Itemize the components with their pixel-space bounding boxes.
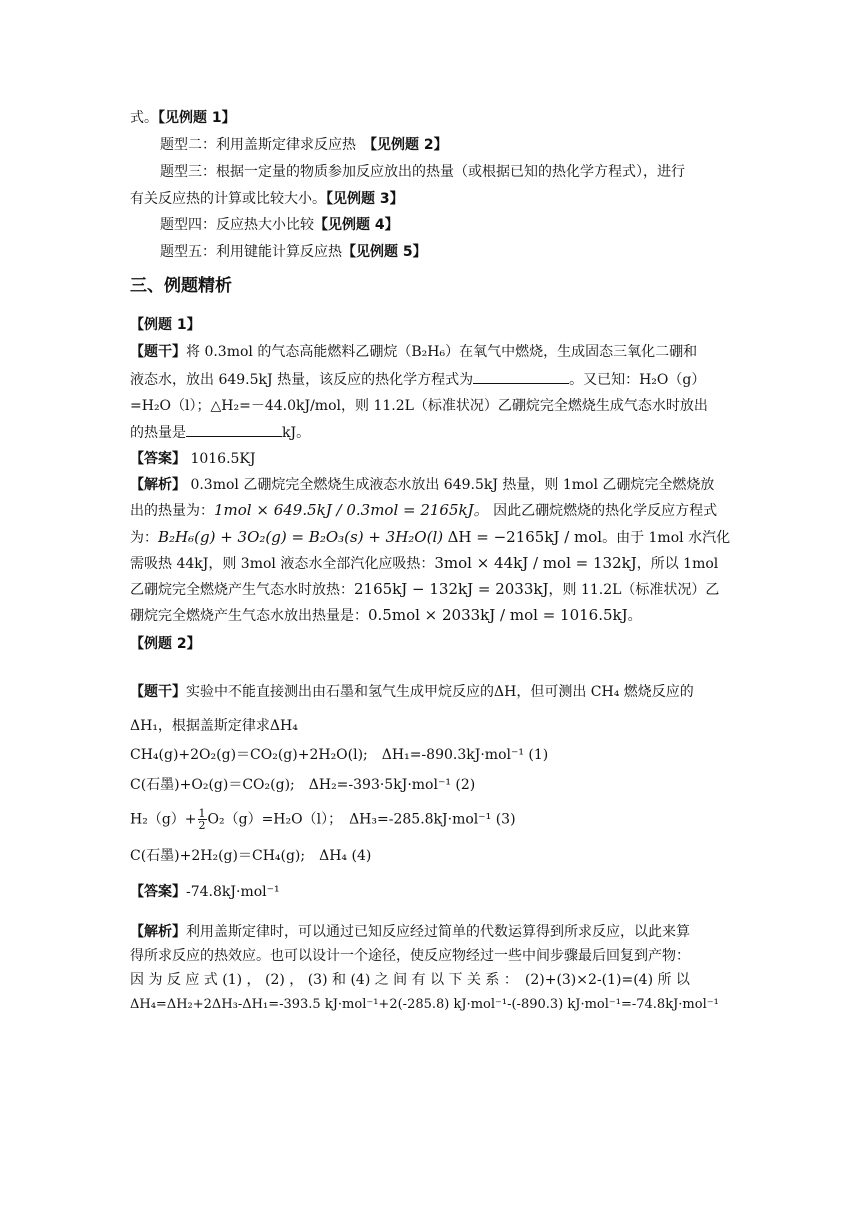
formula: 1mol × 649.5kJ / 0.3mol = 2165kJ。 xyxy=(214,501,489,519)
type-text: 题型三：根据一定量的物质参加反应放出的热量（或根据已知的热化学方程式），进行 xyxy=(160,164,685,180)
analysis-text: 因此乙硼烷燃烧的热化学反应方程式 xyxy=(488,503,718,519)
formula: 3mol × 44kJ / mol = 132kJ xyxy=(434,554,637,572)
answer-label: 【答案】 xyxy=(130,884,186,900)
analysis-label: 【解析】 xyxy=(130,477,186,493)
answer-value: 1016.5KJ xyxy=(186,451,256,467)
example-ref: 【见例题 3】 xyxy=(326,191,404,207)
analysis-text: 硼烷完全燃烧产生气态水放出热量是： xyxy=(130,608,368,624)
ex2-analysis-line-4: ΔH₄=ΔH₂+2ΔH₃-ΔH₁=-393.5 kJ·mol⁻¹+2(-285.8) kJ·mol⁻¹-(-890.3) kJ·mol⁻¹=-74.8kJ·mol⁻¹ xyxy=(130,997,719,1012)
analysis-text: 需吸热 44kJ，则 3mol 液态水全部汽化应吸热： xyxy=(130,556,435,572)
answer-value: -74.8kJ·mol⁻¹ xyxy=(186,884,280,900)
ex2-answer xyxy=(130,882,730,902)
ex2-analysis-line-3: 因 为 反 应 式 (1) ， (2) ， (3) 和 (4) 之 间 有 以 下 关 系 ： (2)+(3)×2-(1)=(4) 所 以 xyxy=(130,972,690,988)
analysis-label: 【解析】 xyxy=(130,924,186,940)
type-text: 题型四：反应热大小比较 xyxy=(160,217,314,233)
type-text: 题型五：利用键能计算反应热 xyxy=(160,244,342,260)
analysis-text: 。由于 1mol 水汽化 xyxy=(602,530,731,546)
type4-line xyxy=(160,215,730,235)
example-ref: 【见例题 4】 xyxy=(314,217,399,233)
stem-text: 实验中不能直接测出由石墨和氢气生成甲烷反应的ΔH，但可测出 CH₄ 燃烧反应的 xyxy=(186,684,694,700)
equation-3 xyxy=(130,808,730,831)
formula: ΔH = −2165kJ / mol xyxy=(447,528,603,546)
example-2-heading: 【例题 2】 xyxy=(130,636,201,652)
stem-text: 。又已知：H₂O（g） xyxy=(569,372,706,388)
answer-blank xyxy=(186,422,282,437)
stem-text: =H₂O（l）；△H₂=－44.0kJ/mol，则 11.2L（标准状况）乙硼烷完全燃烧生成气态水时放出 xyxy=(130,398,708,414)
ex1-answer xyxy=(130,449,730,469)
equation-text: H₂（g）+ xyxy=(130,811,197,828)
ex1-analysis-line-6 xyxy=(130,605,730,626)
type3-line-2 xyxy=(130,189,730,209)
analysis-text: 出的热量为： xyxy=(130,503,214,519)
ex1-stem-line-4 xyxy=(130,422,730,443)
example-ref: 【见例题 2】 xyxy=(370,137,448,153)
example-ref: 【见例题 1】 xyxy=(158,110,236,126)
analysis-text: 利用盖斯定律时，可以通过已知反应经过简单的代数运算得到所求反应，以此来算 xyxy=(186,924,690,940)
type-text: 题型二：利用盖斯定律求反应热 xyxy=(160,137,370,153)
analysis-text: 为： xyxy=(130,530,158,546)
stem-label: 【题干】 xyxy=(130,684,186,700)
formula: B₂H₆(g) + 3O₂(g) = B₂O₃(s) + 3H₂O(l) xyxy=(158,528,444,546)
stem-text: 将 0.3mol 的气态高能燃料乙硼烷（B₂H₆）在氧气中燃烧，生成固态三氧化二硼和 xyxy=(186,344,698,360)
stem-text: kJ。 xyxy=(282,425,311,441)
intro-line-1 xyxy=(130,108,730,128)
equation-4: C(石墨)+2H₂(g)＝CH₄(g); ΔH₄ (4) xyxy=(130,848,372,864)
ex1-analysis-line-4 xyxy=(130,553,730,574)
section-title: 三、例题精析 xyxy=(130,276,232,296)
analysis-text: 乙硼烷完全燃烧产生气态水时放热： xyxy=(130,582,354,598)
fraction-denominator: 2 xyxy=(198,819,206,832)
fraction xyxy=(198,808,207,831)
formula: 0.5mol × 2033kJ / mol = 1016.5kJ xyxy=(368,606,628,624)
analysis-text: ，所以 1mol xyxy=(636,556,719,572)
ex1-analysis-line-1 xyxy=(130,475,730,495)
type5-line xyxy=(160,242,730,262)
ex1-stem-line-3 xyxy=(130,396,730,416)
ex2-analysis-line-2: 得所求反应的热效应。也可以设计一个途径，使反应物经过一些中间步骤最后回复到产物： xyxy=(130,948,690,964)
ex1-analysis-line-2 xyxy=(130,500,730,521)
answer-label: 【答案】 xyxy=(130,451,186,467)
fraction-numerator: 1 xyxy=(198,807,206,820)
equation-text: O₂（g）=H₂O（l）； ΔH₃=-285.8kJ·mol⁻¹ (3) xyxy=(207,811,516,828)
analysis-text: 。 xyxy=(627,608,642,624)
analysis-text: ，则 11.2L（标准状况）乙 xyxy=(548,582,720,598)
example-ref: 【见例题 5】 xyxy=(342,244,427,260)
equation-1: CH₄(g)+2O₂(g)＝CO₂(g)+2H₂O(l); ΔH₁=-890.3kJ·mol⁻¹ (1) xyxy=(130,747,549,763)
equation-2: C(石墨)+O₂(g)＝CO₂(g); ΔH₂=-393·5kJ·mol⁻¹ (2) xyxy=(130,777,476,793)
ex2-stem-line-1 xyxy=(130,682,730,702)
ex1-stem-line-2 xyxy=(130,369,730,390)
stem-text: 的热量是 xyxy=(130,425,186,441)
stem-text: 液态水，放出 649.5kJ 热量，该反应的热化学方程式为 xyxy=(130,372,474,388)
type-text: 有关反应热的计算或比较大小。 xyxy=(130,191,326,207)
ex2-analysis-line-1 xyxy=(130,922,730,942)
type3-line-1 xyxy=(160,162,730,182)
analysis-text: 0.3mol 乙硼烷完全燃烧生成液态水放出 649.5kJ 热量，则 1mol 乙硼烷完全燃烧放 xyxy=(186,477,715,493)
formula: 2165kJ − 132kJ = 2033kJ xyxy=(354,580,549,598)
stem-label: 【题干】 xyxy=(130,344,186,360)
ex1-analysis-line-3 xyxy=(130,527,730,548)
ex1-analysis-line-5 xyxy=(130,579,730,600)
example-1-heading: 【例题 1】 xyxy=(130,317,201,333)
answer-blank xyxy=(473,369,569,384)
ex1-stem-line-1 xyxy=(130,342,730,362)
intro-text: 式。 xyxy=(130,110,158,126)
ex2-stem-line-2: ΔH₁，根据盖斯定律求ΔH₄ xyxy=(130,718,298,734)
type2-line xyxy=(160,135,730,155)
